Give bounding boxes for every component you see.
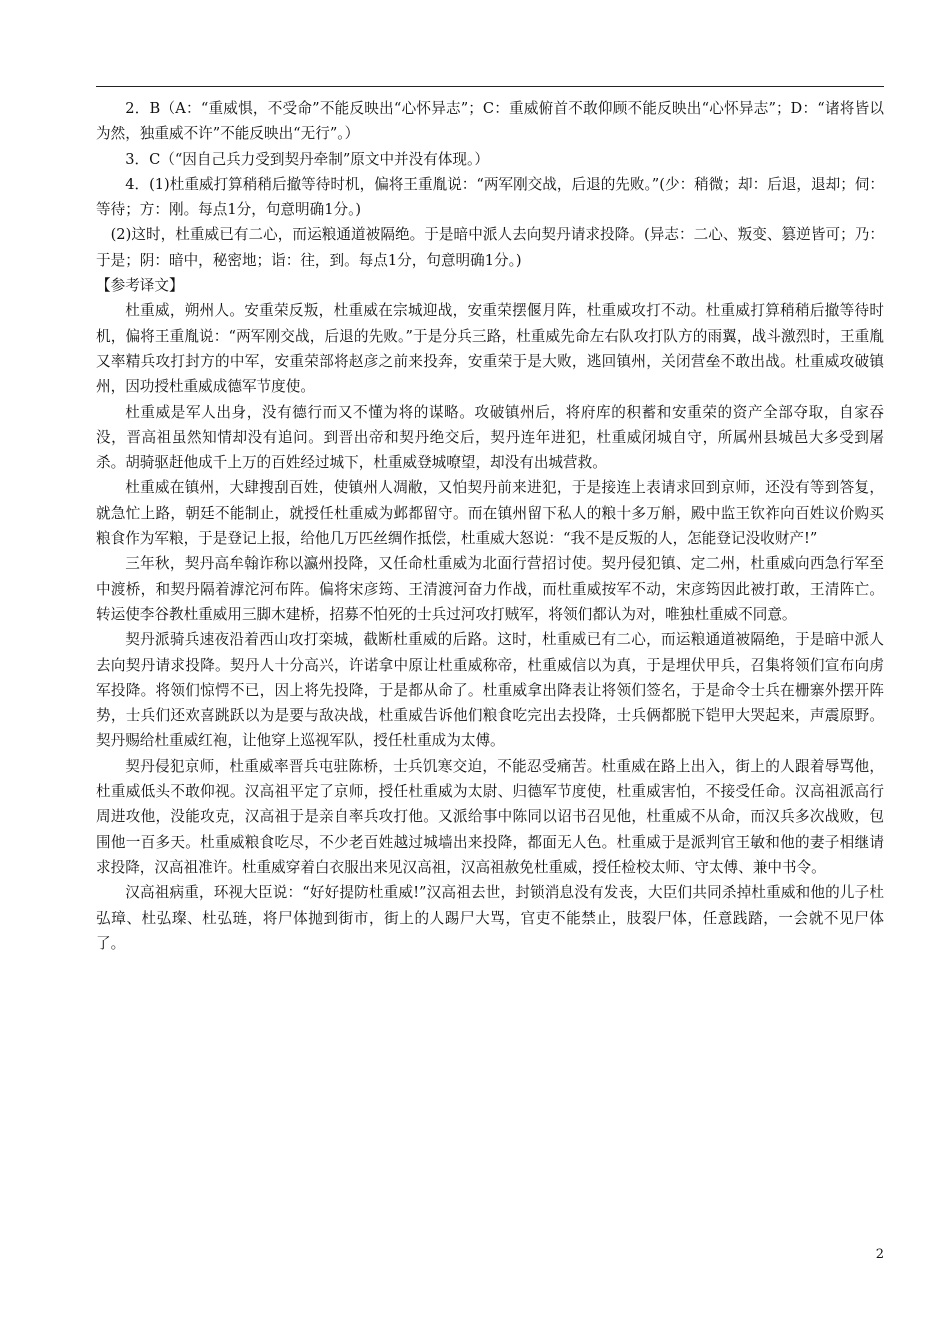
translation-heading: 【参考译文】 [96,277,184,295]
translation-paragraph: 契丹侵犯京师，杜重威率晋兵屯驻陈桥，士兵饥寒交迫，不能忍受痛苦。杜重威在路上出入，街上的人跟着辱骂他，杜重威低头不敢仰视。汉高祖平定了京师，授任杜重威为太尉、归德军节度使，杜重威害怕，不接受任命。汉高祖派高行周进攻他，没能攻克，汉高祖于是亲自率兵攻打他。又派给事中陈同以诏书召见他，杜重威不从命，而汉兵多次战败，包围他一百多天。杜重威粮食吃尽，不少老百姓越过城墙出来投降，都面无人色。杜重威于是派判官王敏和他的妻子相继请求投降，汉高祖准许。杜重威穿着白衣服出来见汉高祖，汉高祖赦免杜重威，授任检校太师、守太傅、兼中书令。 [96,757,884,876]
answer-4-1: 4．(1)杜重威打算稍稍后撤等待时机，偏将王重胤说：“两军刚交战，后退的先败。”(少：稍微；却：后退，退却；伺：等待；方：刚。每点1分，句意明确1分。) [96,175,884,219]
page-number: 2 [875,1247,884,1262]
answer-3: 3．C（“因自己兵力受到契丹牵制”原文中并没有体现。） [125,150,489,168]
translation-paragraph: 三年秋，契丹高牟翰诈称以瀛州投降，又任命杜重威为北面行营招讨使。契丹侵犯镇、定二州，杜重威向西急行军至中渡桥，和契丹隔着滹沱河布阵。偏将宋彦筠、王清渡河奋力作战，而杜重威按军不动，宋彦筠因此被打敢，王清阵亡。转运使李谷教杜重威用三脚木建桥，招募不怕死的士兵过河攻打贼军，将领们都认为对，唯独杜重威不同意。 [96,555,884,623]
translation-paragraph: 杜重威，朔州人。安重荣反叛，杜重威在宗城迎战，安重荣摆偃月阵，杜重威攻打不动。杜重威打算稍稍后撤等待时机，偏将王重胤说：“两军刚交战，后退的先败。”于是分兵三路，杜重威先命左右队攻打队方的雨翼，战斗激烈时，王重胤又率精兵攻打封方的中军，安重荣部将赵彦之前来投奔，安重荣于是大败，逃回镇州，关闭营垒不敢出战。杜重威攻破镇州，因功授杜重威成德军节度使。 [96,302,884,396]
translation-paragraph: 契丹派骑兵速夜沿着西山攻打栾城，截断杜重威的后路。这时，杜重威已有二心，而运粮通道被隔绝，于是暗中派人去向契丹请求投降。契丹人十分高兴，许诺拿中原让杜重威称帝，杜重威信以为真，于是埋伏甲兵，召集将领们宣布向虏军投降。将领们惊愕不已，因上将先投降，于是都从命了。杜重威拿出降表让将领们签名，于是命令士兵在栅寨外摆开阵势，士兵们还欢喜跳跃以为是要与敌决战，杜重威告诉他们粮食吃完出去投降，士兵俩都脱下铠甲大哭起来，声震原野。契丹赐给杜重威红袍，让他穿上巡视军队，授任杜重成为太傅。 [96,631,884,750]
document-body [96,96,884,956]
header-rule [96,86,884,87]
answer-4-2: (2)这时，杜重威已有二心，而运粮通道被隔绝。于是暗中派人去向契丹请求投降。(异志：二心、叛变、篡逆皆可；乃：于是；阴：暗中，秘密地；诣：往，到。每点1分，句意明确1分。) [96,226,884,269]
translation-paragraph: 杜重威是军人出身，没有德行而又不懂为将的谋略。攻破镇州后，将府库的积蓄和安重荣的资产全部夺取，自家吞没，晋高祖虽然知情却没有追问。到晋出帝和契丹绝交后，契丹连年进犯，杜重威闭城自守，所属州县城邑大多受到屠杀。胡骑驱赶他成千上万的百姓经过城下，杜重威登城嘹望，却没有出城营救。 [96,403,884,472]
answer-2: 2．B（A：“重威惧，不受命”不能反映出“心怀异志”；C：重威俯首不敢仰顾不能反映出“心怀异志”；D：“诸将皆以为然，独重威不许”不能反映出“无行”。） [96,100,884,143]
translation-paragraph: 汉高祖病重，环视大臣说：“好好提防杜重威!”汉高祖去世，封锁消息没有发丧，大臣们共同杀掉杜重威和他的儿子杜弘璋、杜弘璨、杜弘琏，将尸体抛到街市，街上的人踢尸大骂，官吏不能禁止，肢裂尸体，任意践踏，一会就不见尸体了。 [96,884,884,952]
translation-paragraph: 杜重威在镇州，大肆搜刮百姓，使镇州人凋敝，又怕契丹前来进犯，于是接连上表请求回到京师，还没有等到答复，就急忙上路，朝廷不能制止，就授任杜重威为邺都留守。而在镇州留下私人的粮十多万斛，殿中监王钦祚向百姓议价购买粮食作为军粮，于是登记上报，给他几万匹丝绸作抵偿，杜重威大怒说：“我不是反叛的人，怎能登记没收财产!” [96,479,884,548]
